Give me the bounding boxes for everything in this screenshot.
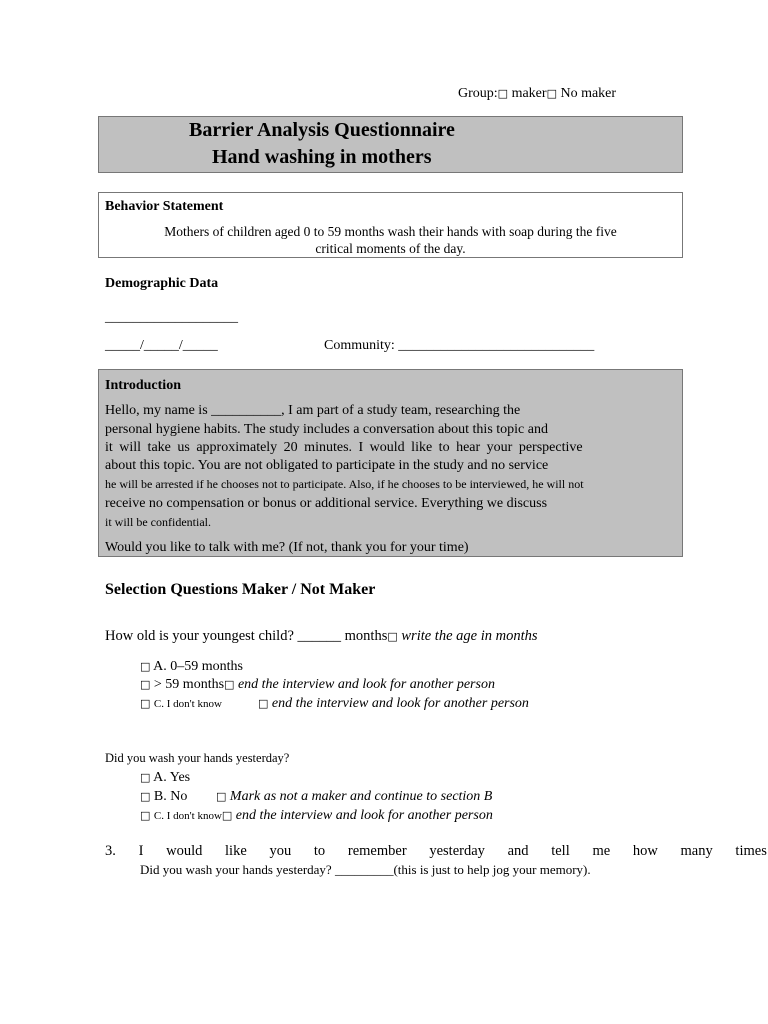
intro-line: Hello, my name is __________, I am part of a study team, researching the <box>105 403 521 418</box>
intro-line: he will be arrested if he chooses not to participate. Also, if he chooses to be interviewed, he will not <box>105 477 584 491</box>
q3-word: you <box>269 843 292 859</box>
checkbox-icon[interactable]: □ <box>140 790 151 803</box>
intro-line: about this topic. You are not obligated to participate in the study and no service <box>105 458 549 473</box>
arrow-icon: □ <box>258 697 269 710</box>
intro-line: receive no compensation or bonus or additional service. Everything we discuss <box>105 496 548 511</box>
title-box <box>98 116 683 173</box>
q3-word: remember <box>347 843 407 859</box>
option-label: > 59 months <box>153 677 225 692</box>
q2-option-c[interactable] <box>140 808 493 824</box>
question-3-line-1 <box>105 843 767 860</box>
demographic-heading: Demographic Data <box>105 276 219 291</box>
title-line-2: Hand washing in mothers <box>212 146 432 168</box>
checkbox-icon[interactable]: □ <box>140 660 151 673</box>
q3-word: me <box>592 843 611 859</box>
q1-option-c-note <box>258 696 529 712</box>
q2-option-b[interactable] <box>140 789 187 805</box>
introduction-box <box>98 369 683 557</box>
arrow-icon: □ <box>216 790 227 803</box>
title-line-1: Barrier Analysis Questionnaire <box>189 119 455 141</box>
q3-word: how <box>632 843 658 859</box>
q2-option-a[interactable] <box>140 770 190 786</box>
group-line <box>458 86 616 102</box>
arrow-icon: □ <box>224 678 235 691</box>
checkbox-icon[interactable]: □ <box>497 87 509 100</box>
q3-word: to <box>313 843 326 859</box>
q1-option-a[interactable] <box>140 659 243 675</box>
q3-word: 3. <box>105 843 116 859</box>
checkbox-icon[interactable]: □ <box>546 87 557 100</box>
group-option-maker: maker <box>511 86 547 101</box>
checkbox-icon[interactable]: □ <box>140 697 151 710</box>
intro-line: it will take us approximately 20 minutes. I would like to hear your perspective <box>105 440 583 455</box>
question-3-line-2: Did you wash your hands yesterday? _________(this is just to help jog your memory). <box>140 862 591 877</box>
checkbox-icon[interactable]: □ <box>140 678 151 691</box>
option-label: C. I don't know <box>153 698 222 710</box>
intro-line: Would you like to talk with me? (If not, thank you for your time) <box>105 540 469 555</box>
behavior-statement-box <box>98 192 683 258</box>
q3-word: and <box>507 843 529 859</box>
behavior-line-2: critical moments of the day. <box>315 241 466 256</box>
q3-word: many <box>680 843 713 859</box>
checkbox-icon[interactable]: □ <box>140 771 151 784</box>
group-label: Group: <box>458 86 498 101</box>
name-blank-field[interactable]: ___________________ <box>105 310 238 325</box>
question-1 <box>105 628 538 645</box>
option-note: end the interview and look for another person <box>237 677 495 692</box>
option-label: C. I don't know <box>153 810 222 822</box>
option-note: end the interview and look for another person <box>271 696 529 711</box>
intro-line: it will be confidential. <box>105 515 211 529</box>
q3-word: times <box>735 843 767 859</box>
community-field[interactable]: Community: ____________________________ <box>324 338 595 353</box>
option-note: Mark as not a maker and continue to section B <box>229 789 493 804</box>
checkbox-icon[interactable]: □ <box>140 809 151 822</box>
q1-option-c[interactable] <box>140 696 222 712</box>
group-option-no-maker: No maker <box>560 86 617 101</box>
behavior-heading: Behavior Statement <box>105 199 224 214</box>
option-note: end the interview and look for another person <box>235 808 493 823</box>
q2-option-b-note <box>216 789 492 805</box>
behavior-text <box>99 223 682 257</box>
date-field[interactable]: _____/_____/_____ <box>105 338 218 353</box>
arrow-icon: □ <box>221 809 233 822</box>
arrow-icon: □ <box>387 630 398 643</box>
question-1-text: How old is your youngest child? ______ months <box>105 628 388 644</box>
q1-option-b[interactable] <box>140 677 495 693</box>
option-label: A. Yes <box>153 770 191 785</box>
q3-word: would <box>166 843 203 859</box>
question-2-text: Did you wash your hands yesterday? <box>105 751 290 765</box>
question-1-instruction: write the age in months <box>401 628 538 644</box>
q3-word: tell <box>551 843 570 859</box>
selection-heading: Selection Questions Maker / Not Maker <box>105 581 376 598</box>
q3-word: like <box>225 843 247 859</box>
option-label: B. No <box>153 789 188 804</box>
option-label: A. 0–59 months <box>153 659 243 674</box>
intro-line: personal hygiene habits. The study includes a conversation about this topic and <box>105 422 548 437</box>
behavior-line-1: Mothers of children aged 0 to 59 months wash their hands with soap during the five <box>164 224 617 239</box>
q3-word: I <box>138 843 144 859</box>
q3-word: yesterday <box>429 843 485 859</box>
introduction-heading: Introduction <box>105 378 181 393</box>
